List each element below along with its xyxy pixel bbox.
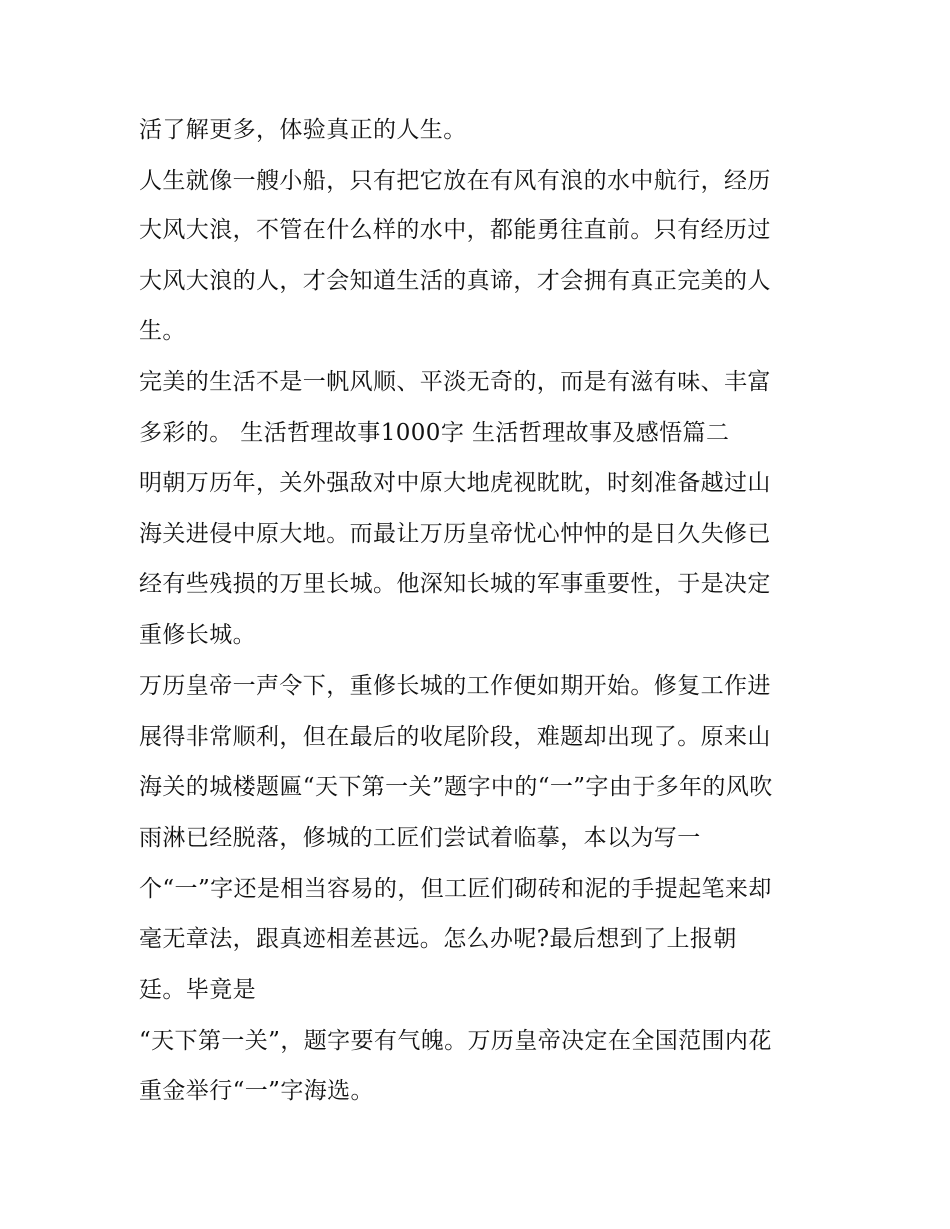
text-line: 生。 — [139, 318, 186, 344]
text-line: 明朝万历年，关外强敌对中原大地虎视眈眈，时刻准备越过山 — [139, 470, 771, 496]
text-line: 大风大浪，不管在什么样的水中，都能勇往直前。只有经历过 — [139, 217, 771, 243]
text-line: 个“一”字还是相当容易的，但工匠们砌砖和泥的手提起笔来却 — [139, 876, 772, 902]
text-line: 重修长城。 — [139, 622, 256, 648]
text-line: 多彩的。 生活哲理故事1000字 生活哲理故事及感悟篇二 — [139, 420, 730, 446]
text-line: 雨淋已经脱落，修城的工匠们尝试着临摹，本以为写一 — [139, 825, 701, 851]
text-line: “天下第一关”，题字要有气魄。万历皇帝决定在全国范围内花 — [139, 1028, 772, 1054]
text-line: 廷。毕竟是 — [139, 977, 256, 1003]
text-line: 大风大浪的人，才会知道生活的真谛，才会拥有真正完美的人 — [139, 268, 771, 294]
text-line: 活了解更多，体验真正的人生。 — [139, 117, 467, 143]
text-line: 经有些残损的万里长城。他深知长城的军事重要性，于是决定 — [139, 571, 771, 597]
text-line: 展得非常顺利，但在最后的收尾阶段，难题却出现了。原来山 — [139, 724, 771, 750]
text-line: 重金举行“一”字海选。 — [139, 1078, 374, 1104]
text-line: 万历皇帝一声令下，重修长城的工作便如期开始。修复工作进 — [139, 673, 771, 699]
text-line: 完美的生活不是一帆风顺、平淡无奇的，而是有滋有味、丰富 — [139, 369, 771, 395]
text-line: 毫无章法，跟真迹相差甚远。怎么办呢?最后想到了上报朝 — [139, 926, 737, 952]
text-line: 人生就像一艘小船，只有把它放在有风有浪的水中航行，经历 — [139, 168, 771, 194]
text-line: 海关进侵中原大地。而最让万历皇帝忧心忡忡的是日久失修已 — [139, 521, 771, 547]
text-line: 海关的城楼题匾“天下第一关”题字中的“一”字由于多年的风吹 — [139, 774, 773, 800]
